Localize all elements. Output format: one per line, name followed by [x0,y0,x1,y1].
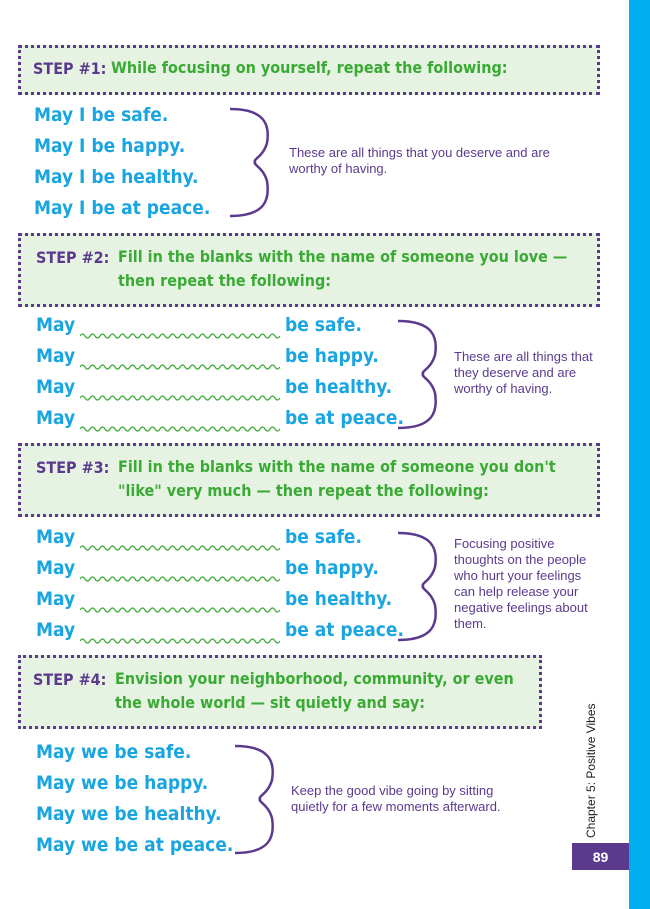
step-3-note: Focusing positive thoughts on the people who hurt your feelings can help release your negative feelings about them. [454,536,588,631]
step-2-ending-3: be healthy. [285,376,393,398]
sidebar-strip [629,0,650,909]
curly-brace-icon [393,529,448,644]
step-3-may-4: May [36,619,76,641]
step-1-line-2: May I be happy. [34,135,186,157]
step-2-ending-2: be happy. [285,345,379,367]
curly-brace-icon [230,742,285,857]
step-1-line-1: May I be safe. [34,104,169,126]
step-3-may-3: May [36,588,76,610]
step-1-label: STEP #1: [33,59,107,78]
step-4-line-4: May we be at peace. [36,834,234,856]
curly-brace-icon [393,317,448,432]
step-4-label: STEP #4: [33,670,107,689]
step-1-note: These are all things that you deserve and are worthy of having. [289,145,550,176]
step-3-label: STEP #3: [36,458,110,477]
step-2-label: STEP #2: [36,248,110,267]
blank-line [80,394,280,402]
step-2-may-2: May [36,345,76,367]
step-4-line-3: May we be healthy. [36,803,222,825]
blank-line [80,606,280,614]
step-4-line-1: May we be safe. [36,741,192,763]
blank-line [80,425,280,433]
step-4-note: Keep the good vibe going by sitting quietly for a few moments afterward. [291,783,501,814]
step-1-instruction: While focusing on yourself, repeat the following: [111,58,508,77]
blank-line [80,363,280,371]
step-3-ending-2: be happy. [285,557,379,579]
step-3-ending-4: be at peace. [285,619,405,641]
step-2-instruction-line-1: Fill in the blanks with the name of someone you love — [118,247,568,266]
blank-line [80,332,280,340]
step-2-may-3: May [36,376,76,398]
page-number: 89 [572,843,629,870]
step-3-ending-1: be safe. [285,526,363,548]
step-2-may-1: May [36,314,76,336]
step-2-ending-4: be at peace. [285,407,405,429]
step-2-note: These are all things that they deserve and are worthy of having. [454,349,593,396]
step-2-may-4: May [36,407,76,429]
blank-line [80,637,280,645]
step-2-instruction-line-2: then repeat the following: [118,271,332,290]
chapter-label: Chapter 5: Positive Vibes [584,703,598,838]
step-3-instruction-line-2: "like" very much — then repeat the following: [118,481,489,500]
step-3-box [18,443,600,517]
step-3-ending-3: be healthy. [285,588,393,610]
step-4-instruction-line-2: the whole world — sit quietly and say: [115,693,426,712]
blank-line [80,575,280,583]
step-2-box [18,233,600,307]
step-1-line-4: May I be at peace. [34,197,211,219]
step-1-box [18,45,600,95]
step-3-instruction-line-1: Fill in the blanks with the name of someone you don't [118,457,556,476]
step-3-may-2: May [36,557,76,579]
step-2-ending-1: be safe. [285,314,363,336]
step-1-line-3: May I be healthy. [34,166,199,188]
step-4-instruction-line-1: Envision your neighborhood, community, or even [115,669,514,688]
blank-line [80,544,280,552]
step-4-box [18,655,542,729]
step-3-may-1: May [36,526,76,548]
curly-brace-icon [225,105,280,220]
step-4-line-2: May we be happy. [36,772,209,794]
